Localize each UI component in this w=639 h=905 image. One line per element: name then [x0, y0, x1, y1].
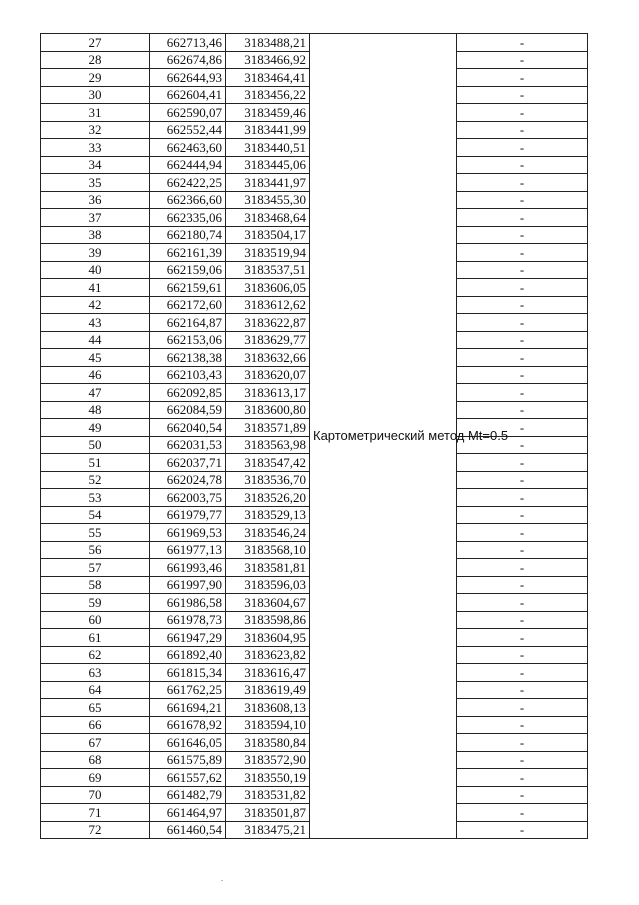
point-number-cell: 32 [41, 121, 150, 139]
note-cell: - [457, 541, 588, 559]
y-coordinate-cell: 3183488,21 [226, 34, 310, 52]
x-coordinate-cell: 662552,44 [150, 121, 226, 139]
point-number-cell: 27 [41, 34, 150, 52]
x-coordinate-cell: 662092,85 [150, 384, 226, 402]
x-coordinate-cell: 662161,39 [150, 244, 226, 262]
y-coordinate-cell: 3183613,17 [226, 384, 310, 402]
note-cell: - [457, 786, 588, 804]
note-cell: - [457, 226, 588, 244]
x-coordinate-cell: 662153,06 [150, 331, 226, 349]
x-coordinate-cell: 662463,60 [150, 139, 226, 157]
x-coordinate-cell: 662444,94 [150, 156, 226, 174]
x-coordinate-cell: 662644,93 [150, 69, 226, 87]
point-number-cell: 44 [41, 331, 150, 349]
scan-mark [221, 880, 223, 881]
point-number-cell: 47 [41, 384, 150, 402]
note-cell: - [457, 821, 588, 839]
note-cell: - [457, 331, 588, 349]
note-cell: - [457, 594, 588, 612]
x-coordinate-cell: 662164,87 [150, 314, 226, 332]
note-cell: - [457, 629, 588, 647]
note-cell: - [457, 69, 588, 87]
point-number-cell: 60 [41, 611, 150, 629]
y-coordinate-cell: 3183464,41 [226, 69, 310, 87]
x-coordinate-cell: 661969,53 [150, 524, 226, 542]
note-cell: - [457, 751, 588, 769]
point-number-cell: 46 [41, 366, 150, 384]
note-cell: - [457, 209, 588, 227]
point-number-cell: 38 [41, 226, 150, 244]
y-coordinate-cell: 3183616,47 [226, 664, 310, 682]
note-cell: - [457, 524, 588, 542]
x-coordinate-cell: 662003,75 [150, 489, 226, 507]
note-cell: - [457, 699, 588, 717]
x-coordinate-cell: 661997,90 [150, 576, 226, 594]
note-cell: - [457, 314, 588, 332]
note-cell: - [457, 366, 588, 384]
y-coordinate-cell: 3183632,66 [226, 349, 310, 367]
y-coordinate-cell: 3183581,81 [226, 559, 310, 577]
point-number-cell: 35 [41, 174, 150, 192]
point-number-cell: 48 [41, 401, 150, 419]
x-coordinate-cell: 662422,25 [150, 174, 226, 192]
point-number-cell: 65 [41, 699, 150, 717]
note-cell: - [457, 156, 588, 174]
y-coordinate-cell: 3183572,90 [226, 751, 310, 769]
point-number-cell: 31 [41, 104, 150, 122]
coordinates-table-body [41, 34, 588, 839]
note-cell: - [457, 279, 588, 297]
note-cell: - [457, 506, 588, 524]
y-coordinate-cell: 3183546,24 [226, 524, 310, 542]
x-coordinate-cell: 662604,41 [150, 86, 226, 104]
x-coordinate-cell: 662037,71 [150, 454, 226, 472]
y-coordinate-cell: 3183600,80 [226, 401, 310, 419]
y-coordinate-cell: 3183440,51 [226, 139, 310, 157]
y-coordinate-cell: 3183529,13 [226, 506, 310, 524]
point-number-cell: 50 [41, 436, 150, 454]
x-coordinate-cell: 661892,40 [150, 646, 226, 664]
note-cell: - [457, 559, 588, 577]
point-number-cell: 45 [41, 349, 150, 367]
x-coordinate-cell: 662180,74 [150, 226, 226, 244]
x-coordinate-cell: 661977,13 [150, 541, 226, 559]
y-coordinate-cell: 3183445,06 [226, 156, 310, 174]
point-number-cell: 42 [41, 296, 150, 314]
x-coordinate-cell: 662172,60 [150, 296, 226, 314]
x-coordinate-cell: 662674,86 [150, 51, 226, 69]
point-number-cell: 39 [41, 244, 150, 262]
note-cell: - [457, 174, 588, 192]
x-coordinate-cell: 661646,05 [150, 734, 226, 752]
point-number-cell: 62 [41, 646, 150, 664]
y-coordinate-cell: 3183536,70 [226, 471, 310, 489]
x-coordinate-cell: 662590,07 [150, 104, 226, 122]
x-coordinate-cell: 661464,97 [150, 804, 226, 822]
point-number-cell: 59 [41, 594, 150, 612]
point-number-cell: 30 [41, 86, 150, 104]
x-coordinate-cell: 662103,43 [150, 366, 226, 384]
y-coordinate-cell: 3183563,98 [226, 436, 310, 454]
point-number-cell: 43 [41, 314, 150, 332]
note-cell: - [457, 51, 588, 69]
x-coordinate-cell: 661575,89 [150, 751, 226, 769]
point-number-cell: 53 [41, 489, 150, 507]
x-coordinate-cell: 661993,46 [150, 559, 226, 577]
y-coordinate-cell: 3183594,10 [226, 716, 310, 734]
note-cell: - [457, 104, 588, 122]
y-coordinate-cell: 3183606,05 [226, 279, 310, 297]
x-coordinate-cell: 661762,25 [150, 681, 226, 699]
note-cell: - [457, 349, 588, 367]
point-number-cell: 29 [41, 69, 150, 87]
y-coordinate-cell: 3183459,46 [226, 104, 310, 122]
note-cell: - [457, 716, 588, 734]
y-coordinate-cell: 3183604,67 [226, 594, 310, 612]
y-coordinate-cell: 3183623,82 [226, 646, 310, 664]
x-coordinate-cell: 662024,78 [150, 471, 226, 489]
y-coordinate-cell: 3183456,22 [226, 86, 310, 104]
note-cell: - [457, 244, 588, 262]
y-coordinate-cell: 3183468,64 [226, 209, 310, 227]
x-coordinate-cell: 661947,29 [150, 629, 226, 647]
point-number-cell: 34 [41, 156, 150, 174]
y-coordinate-cell: 3183504,17 [226, 226, 310, 244]
coordinates-table [40, 33, 588, 839]
x-coordinate-cell: 662084,59 [150, 401, 226, 419]
x-coordinate-cell: 662138,38 [150, 349, 226, 367]
point-number-cell: 41 [41, 279, 150, 297]
point-number-cell: 64 [41, 681, 150, 699]
y-coordinate-cell: 3183519,94 [226, 244, 310, 262]
note-cell: - [457, 191, 588, 209]
point-number-cell: 58 [41, 576, 150, 594]
note-cell: - [457, 576, 588, 594]
note-cell: - [457, 139, 588, 157]
y-coordinate-cell: 3183550,19 [226, 769, 310, 787]
point-number-cell: 54 [41, 506, 150, 524]
y-coordinate-cell: 3183441,97 [226, 174, 310, 192]
x-coordinate-cell: 662031,53 [150, 436, 226, 454]
point-number-cell: 61 [41, 629, 150, 647]
x-coordinate-cell: 661460,54 [150, 821, 226, 839]
x-coordinate-cell: 662159,61 [150, 279, 226, 297]
y-coordinate-cell: 3183466,92 [226, 51, 310, 69]
y-coordinate-cell: 3183598,86 [226, 611, 310, 629]
y-coordinate-cell: 3183537,51 [226, 261, 310, 279]
x-coordinate-cell: 661482,79 [150, 786, 226, 804]
note-cell: - [457, 86, 588, 104]
x-coordinate-cell: 662040,54 [150, 419, 226, 437]
y-coordinate-cell: 3183441,99 [226, 121, 310, 139]
table-row [41, 34, 588, 52]
point-number-cell: 68 [41, 751, 150, 769]
y-coordinate-cell: 3183531,82 [226, 786, 310, 804]
y-coordinate-cell: 3183568,10 [226, 541, 310, 559]
point-number-cell: 49 [41, 419, 150, 437]
y-coordinate-cell: 3183526,20 [226, 489, 310, 507]
x-coordinate-cell: 662159,06 [150, 261, 226, 279]
point-number-cell: 66 [41, 716, 150, 734]
y-coordinate-cell: 3183619,49 [226, 681, 310, 699]
point-number-cell: 71 [41, 804, 150, 822]
x-coordinate-cell: 662713,46 [150, 34, 226, 52]
note-cell: - [457, 664, 588, 682]
x-coordinate-cell: 661815,34 [150, 664, 226, 682]
y-coordinate-cell: 3183612,62 [226, 296, 310, 314]
x-coordinate-cell: 661557,62 [150, 769, 226, 787]
x-coordinate-cell: 661678,92 [150, 716, 226, 734]
point-number-cell: 72 [41, 821, 150, 839]
note-cell: - [457, 734, 588, 752]
point-number-cell: 37 [41, 209, 150, 227]
note-cell: - [457, 646, 588, 664]
note-cell: - [457, 804, 588, 822]
point-number-cell: 40 [41, 261, 150, 279]
y-coordinate-cell: 3183604,95 [226, 629, 310, 647]
point-number-cell: 55 [41, 524, 150, 542]
y-coordinate-cell: 3183622,87 [226, 314, 310, 332]
note-cell: - [457, 489, 588, 507]
note-cell: - [457, 419, 588, 437]
point-number-cell: 57 [41, 559, 150, 577]
point-number-cell: 56 [41, 541, 150, 559]
x-coordinate-cell: 661979,77 [150, 506, 226, 524]
x-coordinate-cell: 661986,58 [150, 594, 226, 612]
y-coordinate-cell: 3183455,30 [226, 191, 310, 209]
note-cell: - [457, 454, 588, 472]
point-number-cell: 51 [41, 454, 150, 472]
note-cell: - [457, 261, 588, 279]
x-coordinate-cell: 662335,06 [150, 209, 226, 227]
point-number-cell: 36 [41, 191, 150, 209]
y-coordinate-cell: 3183547,42 [226, 454, 310, 472]
point-number-cell: 28 [41, 51, 150, 69]
note-cell: - [457, 769, 588, 787]
x-coordinate-cell: 661978,73 [150, 611, 226, 629]
note-cell: - [457, 34, 588, 52]
y-coordinate-cell: 3183596,03 [226, 576, 310, 594]
point-number-cell: 69 [41, 769, 150, 787]
y-coordinate-cell: 3183501,87 [226, 804, 310, 822]
point-number-cell: 70 [41, 786, 150, 804]
y-coordinate-cell: 3183571,89 [226, 419, 310, 437]
note-cell: - [457, 681, 588, 699]
note-cell: - [457, 296, 588, 314]
y-coordinate-cell: 3183620,07 [226, 366, 310, 384]
note-cell: - [457, 121, 588, 139]
point-number-cell: 33 [41, 139, 150, 157]
x-coordinate-cell: 661694,21 [150, 699, 226, 717]
note-cell: - [457, 471, 588, 489]
point-number-cell: 63 [41, 664, 150, 682]
y-coordinate-cell: 3183629,77 [226, 331, 310, 349]
note-cell: - [457, 384, 588, 402]
y-coordinate-cell: 3183580,84 [226, 734, 310, 752]
point-number-cell: 52 [41, 471, 150, 489]
note-cell: - [457, 436, 588, 454]
note-cell: - [457, 401, 588, 419]
y-coordinate-cell: 3183608,13 [226, 699, 310, 717]
x-coordinate-cell: 662366,60 [150, 191, 226, 209]
y-coordinate-cell: 3183475,21 [226, 821, 310, 839]
method-description-cell: Картометрический метод Mt=0.5 [310, 34, 457, 839]
note-cell: - [457, 611, 588, 629]
point-number-cell: 67 [41, 734, 150, 752]
